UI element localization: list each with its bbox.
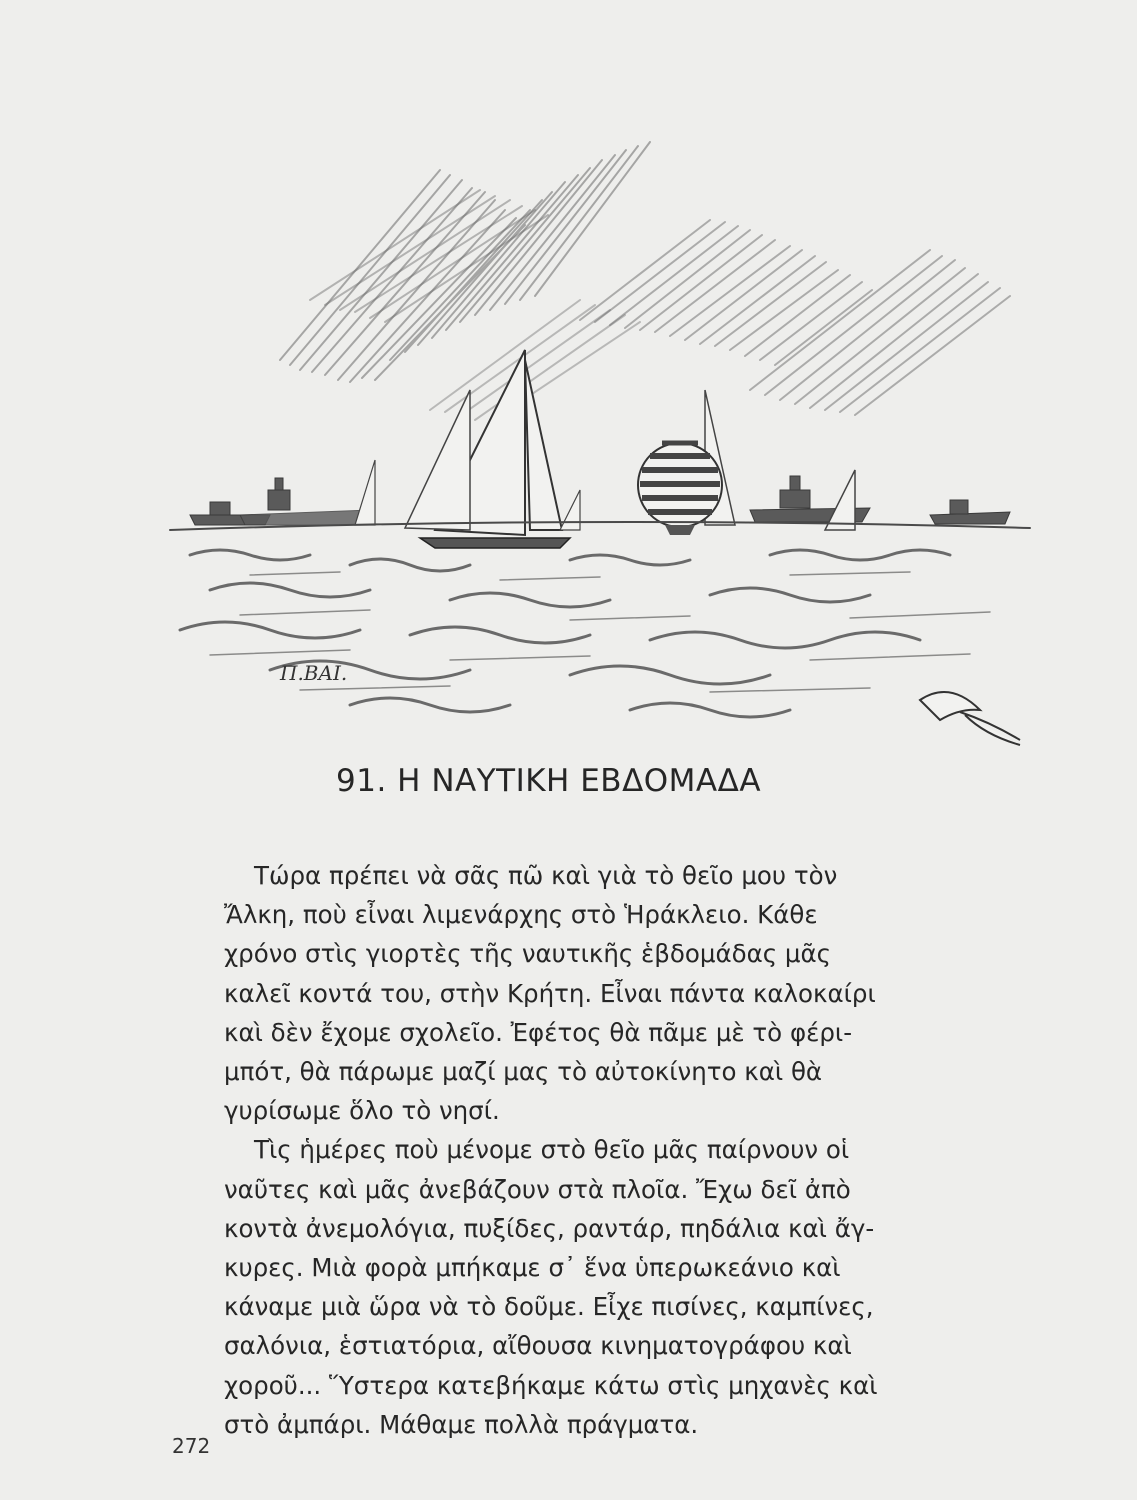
text-line: κοντὰ ἀνεμολόγια, πυξίδες, ραντάρ, πηδάλια καὶ ἄγ- [224, 1213, 875, 1243]
text-line: χρόνο στὶς γιορτὲς τῆς ναυτικῆς ἑβδομάδας μᾶς [224, 939, 832, 969]
text-line: Ἄλκη, ποὺ εἶναι λιμενάρχης στὸ Ἡράκλειο. Κάθε [224, 900, 818, 930]
text-line: χοροῦ... Ὕστερα κατεβήκαμε κάτω στὶς μηχανὲς καὶ [224, 1370, 878, 1400]
text-line: Τώρα πρέπει νὰ σᾶς πῶ καὶ γιὰ τὸ θεῖο μου τὸν [254, 861, 838, 890]
text-line: κυρες. Μιὰ φορὰ μπήκαμε σ᾽ ἕνα ὑπερωκεάνιο καὶ [224, 1253, 841, 1283]
paragraph-1 [224, 856, 1024, 1130]
text-line: καὶ δὲν ἔχομε σχολεῖο. Ἐφέτος θὰ πᾶμε μὲ τὸ φέρι- [224, 1017, 853, 1047]
horizon-ships [190, 476, 1010, 525]
text-line: μπότ, θὰ πάρωμε μαζί μας τὸ αὐτοκίνητο καὶ θὰ [224, 1057, 823, 1087]
sea-waves [170, 522, 1030, 717]
chapter-title: 91. Η ΝΑΥΤΙΚΗ ΕΒΔΟΜΑΔΑ [336, 763, 762, 799]
seagull-icon [920, 692, 1020, 745]
text-line: ναῦτες καὶ μᾶς ἀνεβάζουν στὰ πλοῖα. Ἔχω δεῖ ἀπὸ [224, 1174, 851, 1204]
chapter-body [224, 856, 1024, 1444]
text-line: καλεῖ κοντά του, στὴν Κρήτη. Εἶναι πάντα καλοκαίρι [224, 978, 876, 1008]
page-number: 272 [172, 1434, 211, 1458]
paragraph-2 [224, 1130, 1024, 1444]
sea-illustration [150, 60, 1050, 760]
text-line: γυρίσωμε ὅλο τὸ νησί. [224, 1096, 500, 1126]
text-line: Τὶς ἡμέρες ποὺ μένομε στὸ θεῖο μᾶς παίρνουν οἱ [254, 1135, 850, 1165]
sky-pencil-strokes [280, 142, 1010, 422]
text-line: στὸ ἀμπάρι. Μάθαμε πολλὰ πράγματα. [224, 1409, 699, 1439]
illustrator-signature: Π.ΒΑΙ. [280, 661, 348, 685]
text-line: σαλόνια, ἑστιατόρια, αἴθουσα κινηματογράφου καὶ [224, 1331, 852, 1361]
text-line: κάναμε μιὰ ὥρα νὰ τὸ δοῦμε. Εἶχε πισίνες, καμπίνες, [224, 1292, 874, 1322]
